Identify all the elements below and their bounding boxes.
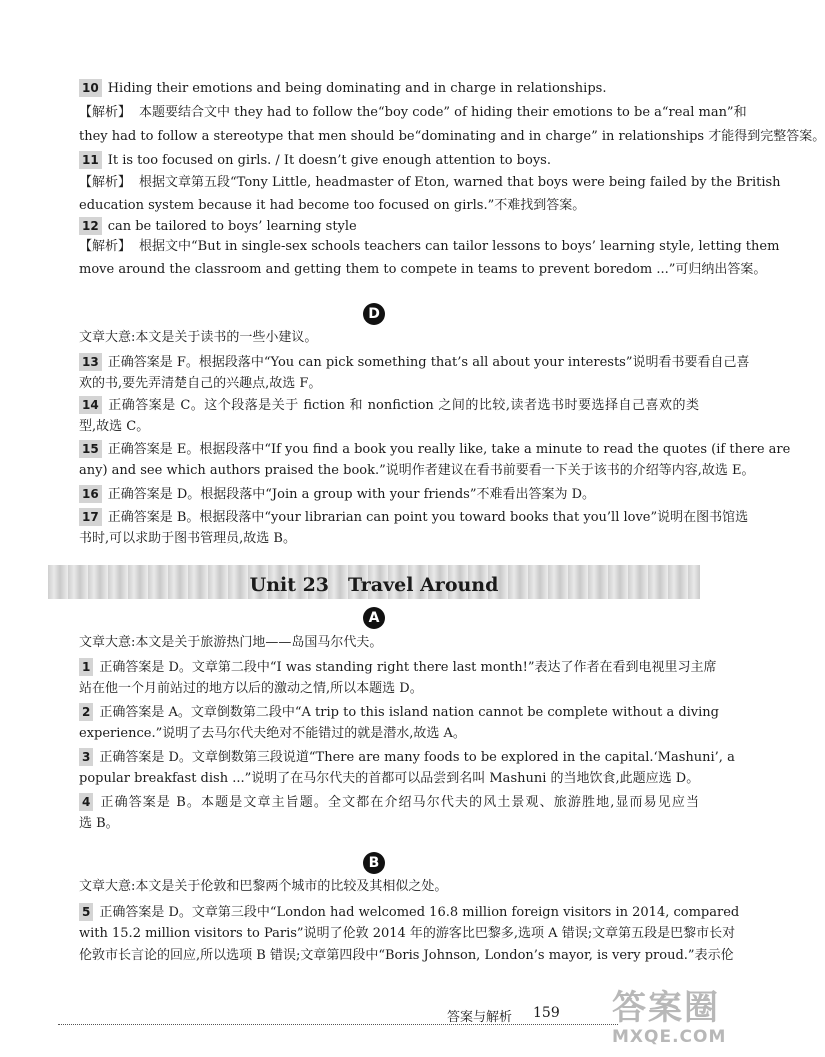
answer-text: 正确答案是 D。文章第三段中“London had welcomed 16.8 million foreign visitors in 2014, compared: [99, 905, 740, 920]
answer-text: 正确答案是 D。根据段落中“Join a group with your friends”不难看出答案为 D。: [107, 487, 596, 502]
answer-5-line2: with 15.2 million visitors to Paris”说明了伦敦 2014 年的游客比巴黎多,选项 A 错误;文章第五段是巴黎市长对: [79, 926, 736, 941]
answer-text: Hiding their emotions and being dominating and in charge in relationships.: [107, 81, 607, 96]
answer-text: 正确答案是 F。根据段落中“You can pick something that’s all about your interests”说明看书要看自己喜: [107, 355, 750, 370]
question-number: 10: [79, 79, 102, 97]
answer-14-line1: [79, 396, 699, 415]
explanation-text: 根据文章第五段“Tony Little, headmaster of Eton, warned that boys were being failed by the British: [139, 175, 781, 190]
answer-3-line1: [79, 748, 735, 767]
question-number: 14: [79, 396, 102, 414]
footer-divider: [58, 1024, 618, 1025]
explanation-text: move around the classroom and getting them to compete in teams to prevent boredom ...”可归纳出答案。: [79, 262, 767, 277]
explanation-11-line2: [79, 197, 699, 215]
answer-text: 正确答案是 A。文章倒数第二段中“A trip to this island nation cannot be complete without a diving: [99, 705, 719, 720]
answer-13-line2: 欢的书,要先弄清楚自己的兴趣点,故选 F。: [79, 376, 322, 391]
answer-text: can be tailored to boys’ learning style: [107, 219, 357, 234]
answer-16: [79, 485, 699, 504]
explanation-text: 根据文中“But in single-sex schools teachers can tailor lessons to boys’ learning style, letting them: [139, 239, 780, 254]
answer-5-line1: [79, 903, 740, 922]
answer-11: [79, 151, 699, 170]
question-number: 3: [79, 748, 93, 766]
unit-banner: [48, 565, 700, 599]
answer-text: 正确答案是 B。根据段落中“your librarian can point you toward books that you’ll love”说明在图书馆选: [107, 510, 749, 525]
answer-2-line1: [79, 703, 719, 722]
explanation-tag: 【解析】: [79, 105, 132, 120]
question-number: 16: [79, 485, 102, 503]
answer-text: 正确答案是 D。文章倒数第三段说道“There are many foods to be explored in the capital.‘Mashuni’, a: [99, 750, 735, 765]
unit-title: Unit 23 Travel Around: [249, 574, 499, 596]
answer-4-line1: [79, 793, 699, 812]
watermark-text: 答案圈: [612, 988, 720, 1028]
answer-10: [79, 79, 699, 98]
section-b-badge: B: [363, 852, 385, 874]
answer-15-line2: any) and see which authors praised the book.”说明作者建议在看书前要看一下关于该书的介绍等内容,故选 E。: [79, 463, 755, 478]
question-number: 5: [79, 903, 93, 921]
answer-text: 正确答案是 D。文章第二段中“I was standing right there last month!”表达了作者在看到电视里习主席: [99, 660, 717, 675]
explanation-tag: 【解析】: [79, 175, 132, 190]
answer-17-line2: 书时,可以求助于图书管理员,故选 B。: [79, 531, 296, 546]
explanation-11-line1: [79, 174, 781, 192]
answer-3-line2: popular breakfast dish ...”说明了在马尔代夫的首都可以品尝到名叫 Mashuni 的当地饮食,此题应选 D。: [79, 771, 700, 786]
page-number: 159: [533, 1005, 560, 1021]
answer-4-line2: 选 B。: [79, 816, 119, 831]
explanation-text: they had to follow a stereotype that men should be“dominating and in charge” in relationships 才能得到完整答案。: [79, 129, 825, 144]
section-a-badge: A: [363, 607, 385, 629]
answer-12: [79, 217, 699, 236]
section-d-badge: D: [363, 303, 385, 325]
question-number: 17: [79, 508, 102, 526]
explanation-tag: 【解析】: [79, 239, 132, 254]
answer-5-line3: 伦敦市长言论的回应,所以选项 B 错误;文章第四段中“Boris Johnson, London’s mayor, is very proud.”表示伦: [79, 948, 734, 963]
explanation-text: 本题要结合文中 they had to follow the“boy code” of hiding their emotions to be a“real man”和: [139, 105, 747, 120]
question-number: 12: [79, 217, 102, 235]
answer-text: 正确答案是 E。根据段落中“If you find a book you really like, take a minute to read the quotes (if there are: [107, 442, 791, 457]
explanation-text: education system because it had become too focused on girls.”不难找到答案。: [79, 198, 586, 213]
footer-section-label: 答案与解析: [447, 1010, 513, 1025]
answer-2-line2: experience.”说明了去马尔代夫绝对不能错过的就是潜水,故选 A。: [79, 726, 466, 741]
answer-1-line1: [79, 658, 717, 677]
question-number: 15: [79, 440, 102, 458]
answer-text: It is too focused on girls. / It doesn’t give enough attention to boys.: [107, 153, 551, 168]
section-b-summary: 文章大意:本文是关于伦敦和巴黎两个城市的比较及其相似之处。: [79, 879, 448, 894]
answer-text: 正确答案是 C。这个段落是关于 fiction 和 nonfiction 之间的比较,读者选书时要选择自己喜欢的类: [107, 398, 699, 413]
answer-15-line1: [79, 440, 791, 459]
question-number: 1: [79, 658, 93, 676]
answer-14-line2: 型,故选 C。: [79, 419, 150, 434]
answer-text: 正确答案是 B。本题是文章主旨题。全文都在介绍马尔代夫的风土景观、旅游胜地,显而易见应当: [99, 795, 699, 810]
watermark-logo: [612, 988, 740, 1052]
question-number: 11: [79, 151, 102, 169]
question-number: 4: [79, 793, 93, 811]
explanation-10-line1: [79, 104, 747, 122]
question-number: 2: [79, 703, 93, 721]
explanation-10-line2: [79, 128, 825, 146]
answer-1-line2: 站在他一个月前站过的地方以后的激动之情,所以本题选 D。: [79, 681, 423, 696]
explanation-12-line2: [79, 261, 767, 279]
section-a-summary: 文章大意:本文是关于旅游热门地——岛国马尔代夫。: [79, 635, 383, 650]
watermark-url: MXQE.COM: [612, 1027, 727, 1047]
answer-17-line1: [79, 508, 749, 527]
section-d-summary: 文章大意:本文是关于读书的一些小建议。: [79, 330, 318, 345]
answer-13-line1: [79, 353, 750, 372]
explanation-12-line1: [79, 238, 780, 256]
question-number: 13: [79, 353, 102, 371]
